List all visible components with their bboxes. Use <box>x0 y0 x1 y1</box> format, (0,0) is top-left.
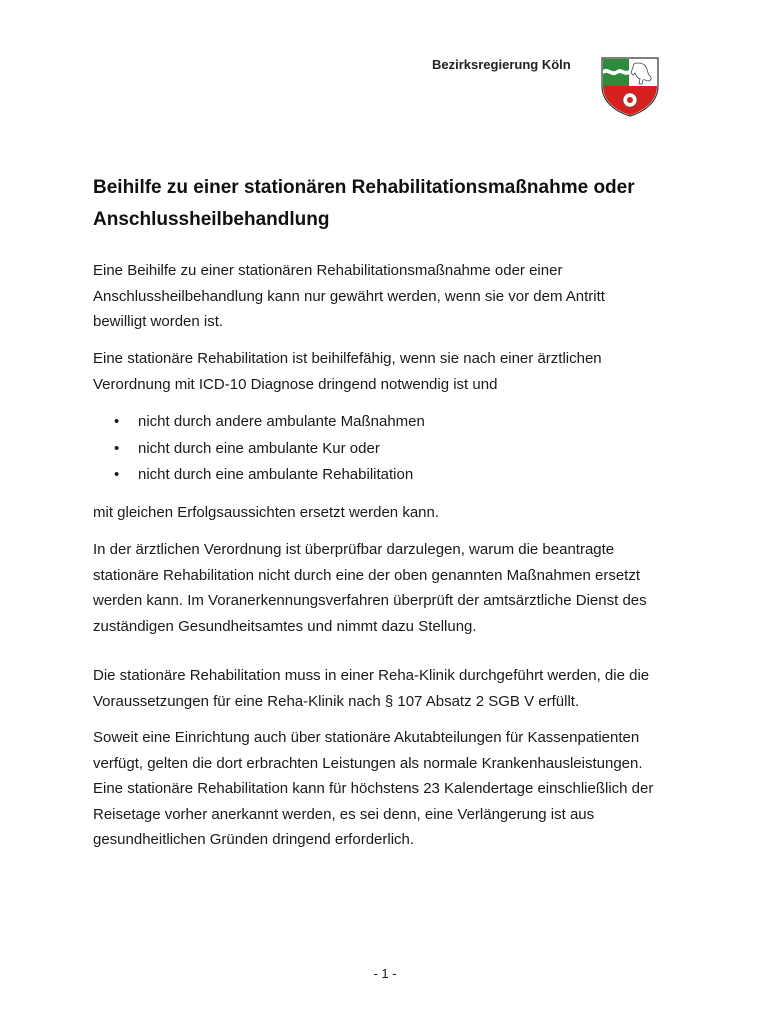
title-line: Anschlussheilbehandlung <box>93 209 330 230</box>
list-item <box>93 462 425 489</box>
paragraph-line: Eine Beihilfe zu einer stationären Rehabilitationsmaßnahme oder einer <box>93 262 563 279</box>
paragraph-line: gesundheitlichen Gründen dringend erforderlich. <box>93 831 415 848</box>
paragraph-acute-departments <box>93 725 693 853</box>
paragraph-line: zuständigen Gesundheitsamtes und nimmt dazu Stellung. <box>93 617 477 635</box>
coat-of-arms-icon <box>598 56 662 118</box>
paragraph-line: Voraussetzungen für eine Reha-Klinik nach § 107 Absatz 2 SGB V erfüllt. <box>93 692 580 710</box>
paragraph-conditions-intro <box>93 346 693 397</box>
paragraph-conditions-end <box>93 500 693 526</box>
paragraph-eligibility-timing <box>93 258 693 335</box>
paragraph-line: verfügt, gelten die dort erbrachten Leistungen als normale Krankenhausleistungen. <box>93 754 643 772</box>
conditions-list <box>93 409 425 489</box>
bullet-icon: • <box>114 466 120 483</box>
paragraph-line: Eine stationäre Rehabilitation kann für höchstens 23 Kalendertage einschließlich der <box>93 780 654 797</box>
page-number: - 1 - <box>373 966 397 981</box>
document-title <box>93 172 693 236</box>
paragraph-line: stationäre Rehabilitation nicht durch eine der oben genannten Maßnahmen ersetzt <box>93 566 641 584</box>
bullet-icon: • <box>114 439 120 457</box>
paragraph-line: Die stationäre Rehabilitation muss in einer Reha-Klinik durchgeführt werden, die die <box>93 667 650 684</box>
paragraph-line: bewilligt worden ist. <box>93 313 224 330</box>
paragraph-line: Anschlussheilbehandlung kann nur gewährt werden, wenn sie vor dem Antritt <box>93 287 605 305</box>
paragraph-line: Reisetage vorher anerkannt werden, es sei denn, eine Verlängerung ist aus <box>93 805 595 823</box>
paragraph-line: Soweit eine Einrichtung auch über stationäre Akutabteilungen für Kassenpatienten <box>93 729 640 746</box>
header-organization: Bezirksregierung Köln <box>432 57 571 72</box>
list-item-text: nicht durch eine ambulante Kur oder <box>138 439 380 457</box>
paragraph-line: werden kann. Im Voranerkennungsverfahren überprüft der amtsärztliche Dienst des <box>93 592 647 609</box>
list-item-text: nicht durch eine ambulante Rehabilitation <box>138 466 414 483</box>
paragraph-line: Eine stationäre Rehabilitation ist beihilfefähig, wenn sie nach einer ärztlichen <box>93 350 602 367</box>
bullet-icon: • <box>114 413 120 430</box>
list-item <box>93 409 425 436</box>
paragraph-line: In der ärztlichen Verordnung ist überprüfbar darzulegen, warum die beantragte <box>93 541 615 558</box>
paragraph-reha-clinic <box>93 663 693 714</box>
list-item <box>93 436 425 463</box>
paragraph-medical-justification <box>93 537 693 639</box>
paragraph-line: Verordnung mit ICD-10 Diagnose dringend notwendig ist und <box>93 375 498 393</box>
title-line: Beihilfe zu einer stationären Rehabilitationsmaßnahme oder <box>93 177 635 198</box>
paragraph-line: mit gleichen Erfolgsaussichten ersetzt werden kann. <box>93 504 440 521</box>
list-item-text: nicht durch andere ambulante Maßnahmen <box>138 413 425 430</box>
